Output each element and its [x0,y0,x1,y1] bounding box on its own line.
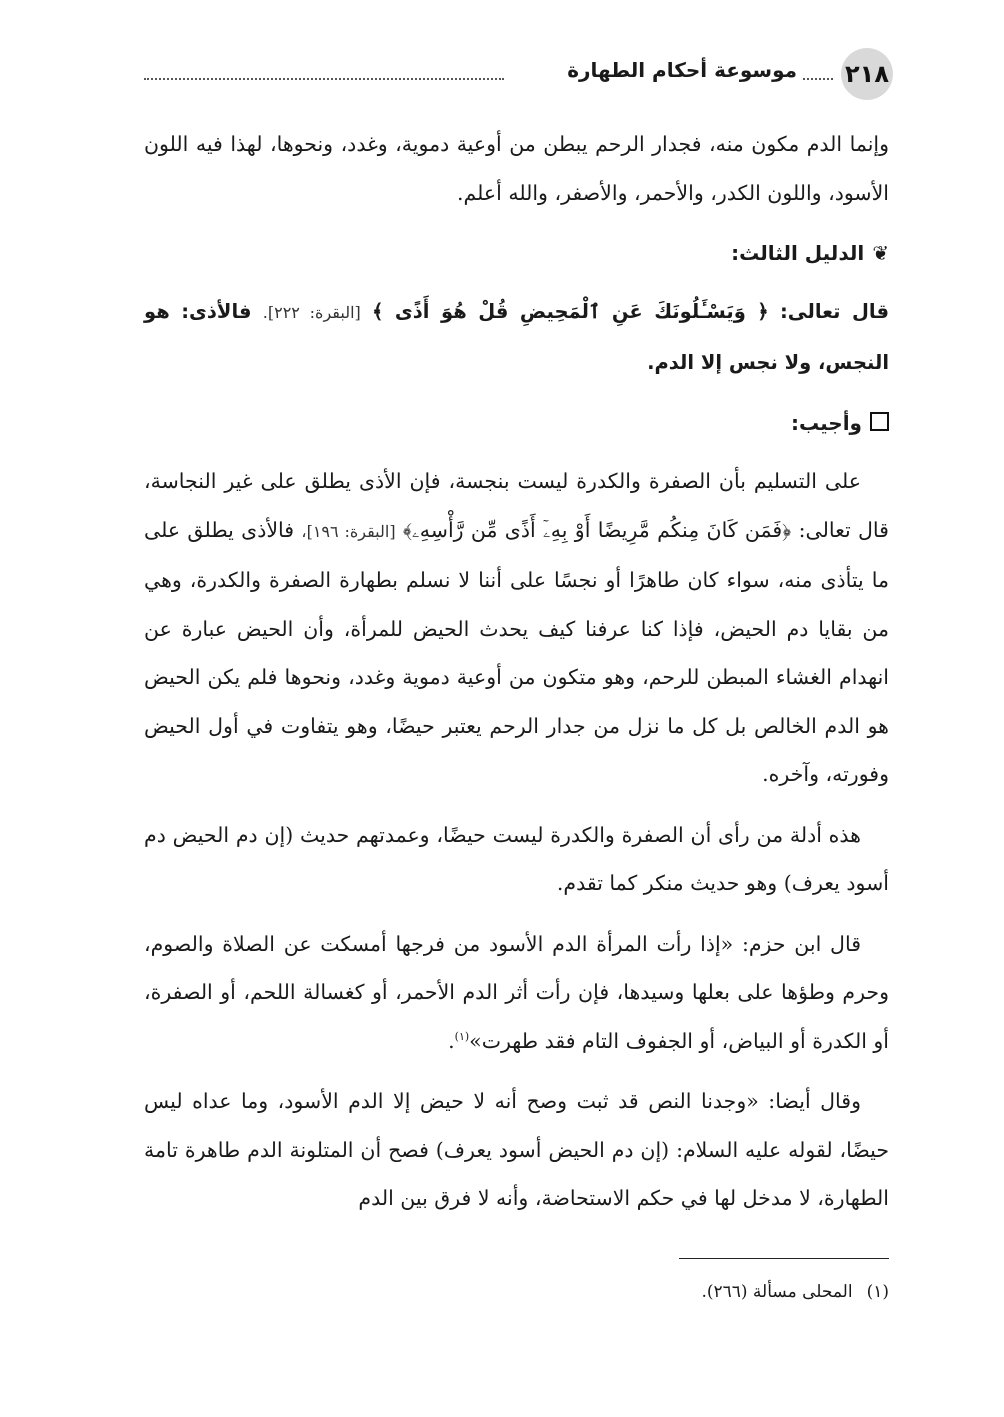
paragraph-3-part-a: على التسليم بأن الصفرة والكدرة ليست بنجسة، فإن الأذى يطلق على غير النجاسة، قال تعالى: [144,469,889,542]
paragraph-1: وإنما الدم مكون منه، فجدار الرحم يبطن من أوعية دموية، وغدد، ونحوها، لهذا فيه اللون الأسود، واللون الكدر، والأحمر، والأصفر، والله أعلم. [144,132,889,205]
paragraph-2 [144,287,889,387]
book-page [144,48,889,1302]
page-body [144,120,889,1223]
footnote-divider [679,1258,889,1259]
header-dotted-rule-right [803,78,833,80]
paragraph-3-part-b: فالأذى يطلق على ما يتأذى منه، سواء كان طاهرًا أو نجسًا على أننا لا نسلم بطهارة الصفرة والكدرة، وهي من بقايا دم الحيض، فإذا كنا عرفنا كيف يحدث الحيض للمرأة، وأن الحيض عبارة عن انهدام الغشاء المبطن للرحم، وهو متكون من أوعية دموية وغدد، ونحوها فلم يكن الحيض هو الدم الخالص بل كل ما نزل من جدار الرحم يعتبر حيضًا، وهو يتفاوت في أول الحيض وفورته، وآخره. [144,517,889,786]
header-dotted-rule-left [144,78,504,80]
verse-reference-2: [البقرة: ١٩٦]، [301,521,396,541]
quran-verse-1: ﴿ وَيَسْـَٔلُونَكَ عَنِ ٱلْمَحِيضِ قُلْ هُوَ أَذًى ﴾ [372,300,769,323]
quran-verse-2: ﴿فَمَن كَانَ مِنكُم مَّرِيضًا أَوْ بِهِۦٓ أَذًى مِّن رَّأْسِهِۦ﴾ [402,517,792,542]
paragraph-5-text: قال ابن حزم: «إذا رأت المرأة الدم الأسود من فرجها أمسكت عن الصلاة والصوم، وحرم وطؤها على بعلها وسيدها، فإن رأت أثر الدم الأحمر، أو كغسالة اللحم، أو الصفرة، أو الكدرة أو البياض، أو الجفوف التام فقد طهرت» [144,931,889,1053]
running-title: موسوعة أحكام الطهارة [561,58,803,82]
leaf-ornament-icon: ❦ [872,241,889,265]
paragraph-5-end: . [448,1028,455,1053]
paragraph-3 [144,457,889,799]
heading-answer [144,399,889,447]
paragraph-2-lead: قال تعالى: [779,300,889,323]
verse-reference-1: [البقرة: ٢٢٢]. [262,303,361,322]
page-number: ٢١٨ [841,48,893,100]
footnote [701,1278,889,1306]
square-bullet-icon [870,412,889,431]
paragraph-5 [144,920,889,1066]
heading-answer-label: وأجيب: [790,411,862,435]
heading-third-evidence-label: الدليل الثالث: [731,241,865,265]
footnote-text: المحلى مسألة (٢٦٦). [701,1282,853,1302]
paragraph-4: هذه أدلة من رأى أن الصفرة والكدرة ليست حيضًا، وعمدتهم حديث (إن دم الحيض دم أسود يعرف) وهو حديث منكر كما تقدم. [144,822,889,895]
heading-third-evidence [144,229,889,277]
paragraph-2-rest: فالأذى: هو النجس، ولا نجس إلا الدم. [144,300,889,374]
page-header [144,48,889,98]
footnote-number: (١) [866,1282,889,1302]
footnote-reference[interactable]: (١) [454,1029,470,1043]
paragraph-6: وقال أيضا: «وجدنا النص قد ثبت وصح أنه لا حيض إلا الدم الأسود، وما عداه ليس حيضًا، لقوله عليه السلام: (إن دم الحيض أسود يعرف) فصح أن المتلونة الدم طاهرة تامة الطهارة، لا مدخل لها في حكم الاستحاضة، وأنه لا فرق بين الدم [144,1089,889,1210]
